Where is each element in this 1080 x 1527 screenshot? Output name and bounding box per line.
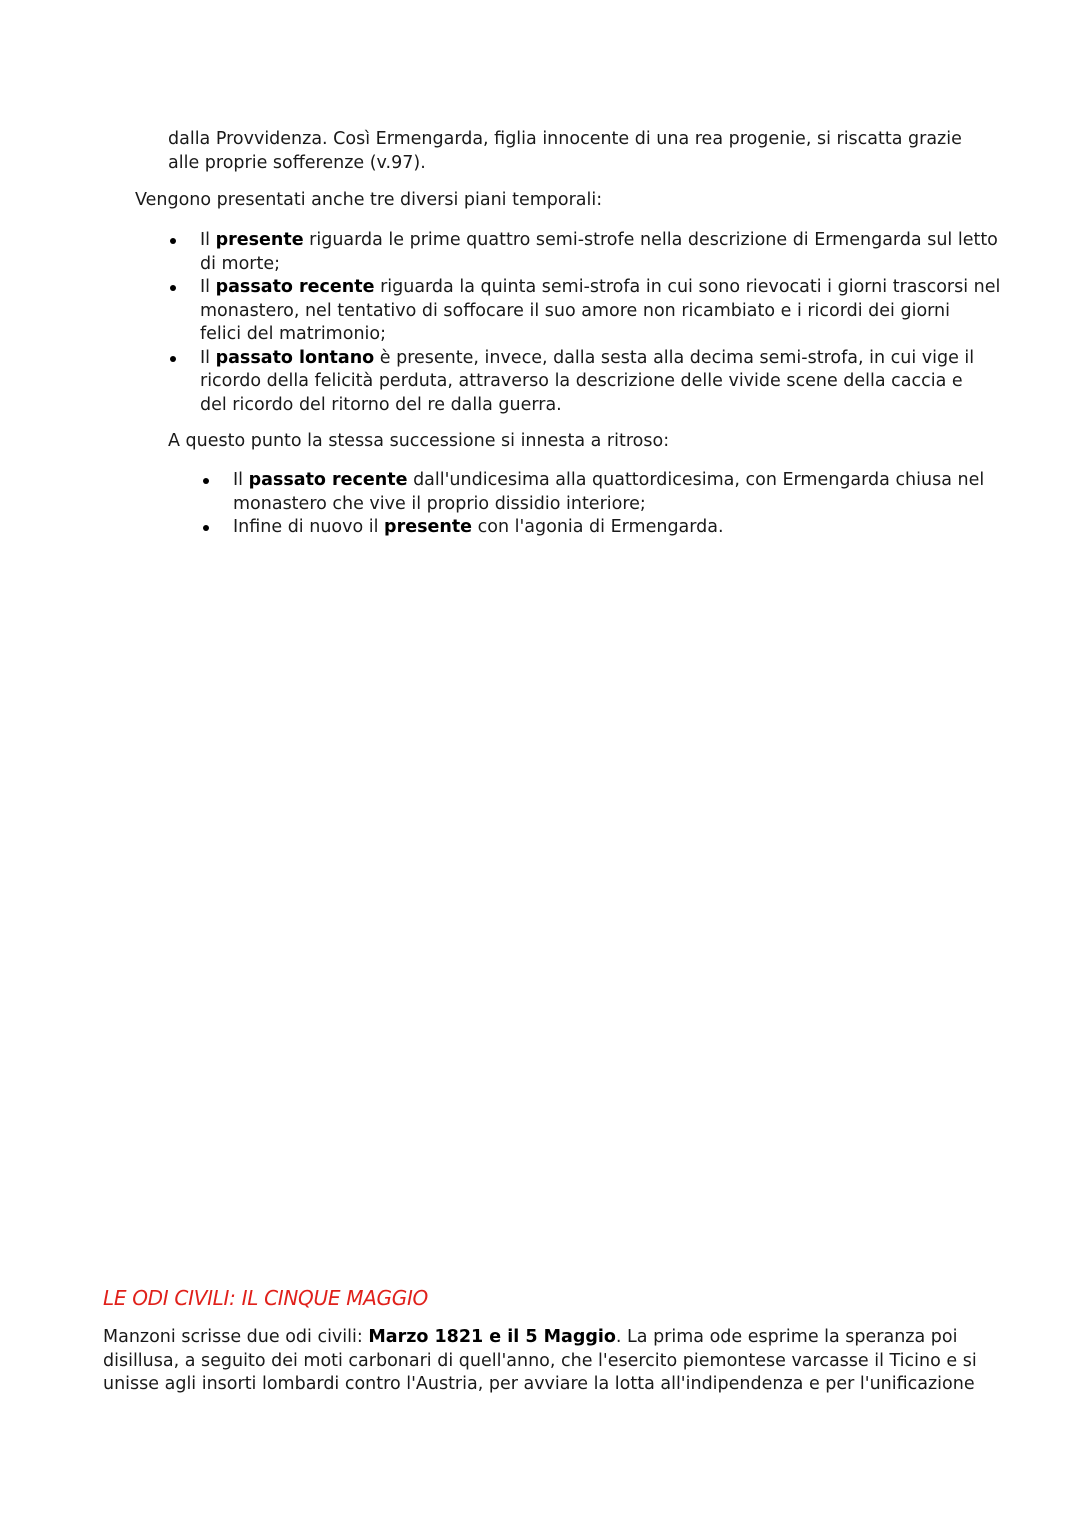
ritroso-lead: A questo punto la stessa successione si innesta a ritroso: bbox=[168, 431, 670, 451]
bullet-icon bbox=[170, 356, 176, 362]
intro-line-2: alle proprie sofferenze (v.97). bbox=[168, 152, 426, 173]
bold-term: passato recente bbox=[215, 277, 375, 297]
bold-term: presente bbox=[384, 517, 473, 537]
bold-term: presente bbox=[215, 230, 304, 250]
bullet-icon bbox=[170, 285, 176, 291]
intro-line-1: dalla Provvidenza. Così Ermengarda, figlia innocente di una rea progenie, si riscatta grazie bbox=[168, 129, 962, 149]
bullet-icon bbox=[203, 478, 209, 484]
piani-list bbox=[200, 229, 1000, 417]
bold-term: Marzo 1821 e il 5 Maggio bbox=[368, 1327, 616, 1347]
list-item: Il presente riguarda le prime quattro semi-strofe nella descrizione di Ermengarda sul letto di morte; bbox=[200, 229, 1000, 276]
bullet-icon bbox=[203, 525, 209, 531]
list-item: Il passato recente riguarda la quinta semi-strofa in cui sono rievocati i giorni trascorsi nel monastero, nel tentativo di soffocare il suo amore non ricambiato e i ricordi dei giorni felici del matrimonio; bbox=[200, 276, 1000, 347]
list-item: Il passato lontano è presente, invece, dalla sesta alla decima semi-strofa, in cui vige il ricordo della felicità perduta, attraverso la descrizione delle vivide scene della caccia e del ricordo del ritorno del re dalla guerra. bbox=[200, 347, 1000, 418]
intro-paragraph bbox=[168, 128, 962, 175]
bold-term: passato lontano bbox=[215, 347, 375, 368]
bold-term: passato recente bbox=[248, 470, 408, 490]
section-heading: LE ODI CIVILI: IL CINQUE MAGGIO bbox=[103, 1286, 428, 1310]
bullet-icon bbox=[170, 238, 176, 244]
piani-lead: Vengono presentati anche tre diversi piani temporali: bbox=[135, 190, 603, 210]
list-item: Infine di nuovo il presente con l'agonia di Ermengarda. bbox=[233, 516, 984, 540]
list-item: Il passato recente dall'undicesima alla quattordicesima, con Ermengarda chiusa nel monastero che vive il proprio dissidio interiore; bbox=[233, 469, 984, 516]
ritroso-list bbox=[233, 469, 984, 540]
section-paragraph: Manzoni scrisse due odi civili: Marzo 1821 e il 5 Maggio. La prima ode esprime la speranza poi disillusa, a seguito dei moti carbonari di quell'anno, che l'esercito piemontese varcasse il Ticino e si unisse agli insorti lombardi contro l'Austria, per avviare la lotta all'indipendenza e per l'unificazione bbox=[103, 1327, 977, 1394]
